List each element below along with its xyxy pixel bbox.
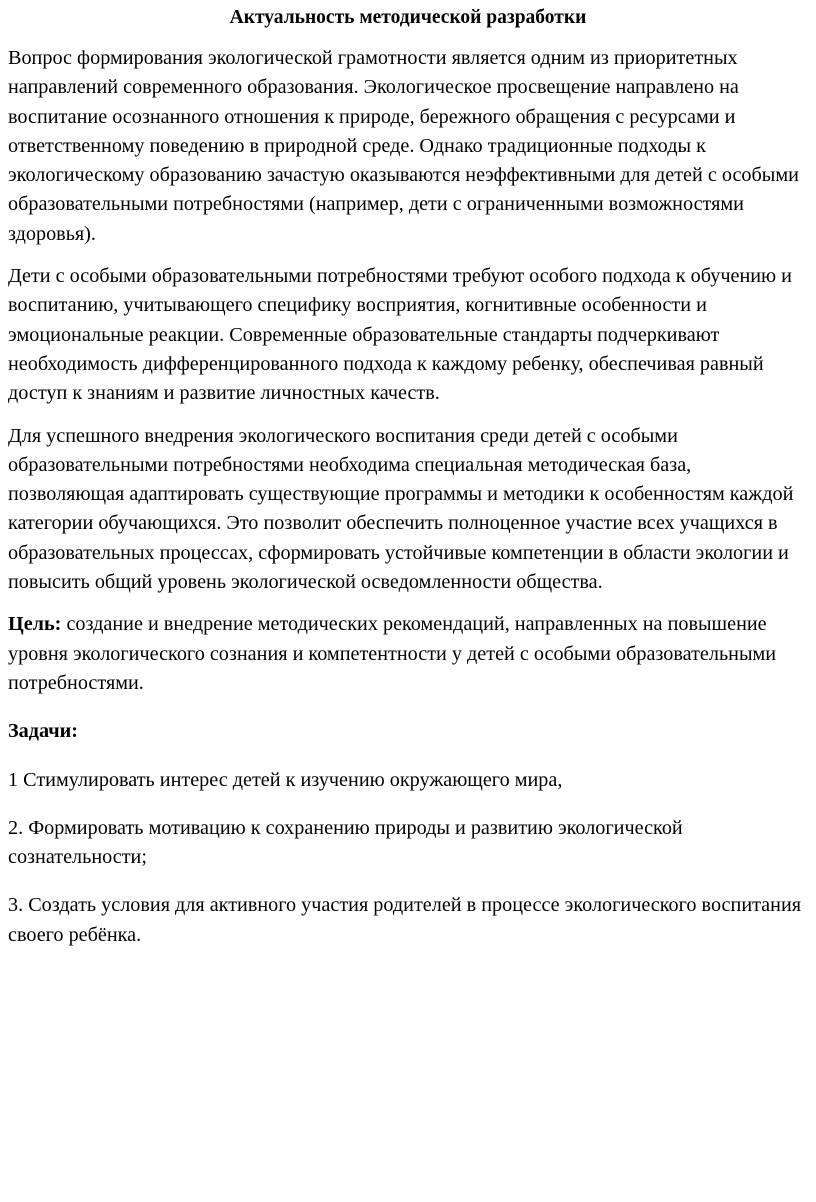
paragraph-methodical-base: Для успешного внедрения экологического воспитания среди детей с особыми образовательными потребностями необходима специальная методическая база, позволяющая адаптировать существующие программы и методики к особенностям каждой категории обучающихся. Это позволит обеспечить полноценное участие всех учащихся в образовательных процессах, сформировать устойчивые компетенции в области экологии и повысить общий уровень экологической осведомленности общества. <box>8 424 794 594</box>
goal-text: создание и внедрение методических рекомендаций, направленных на повышение уровня экологического сознания и компетентности у детей с особыми образовательными потребностями. <box>8 613 777 694</box>
goal-label: Цель: <box>8 613 62 636</box>
task-item-3: 3. Создать условия для активного участия родителей в процессе экологического воспитания своего ребёнка. <box>8 894 802 946</box>
paragraph-relevance-intro: Вопрос формирования экологической грамотности является одним из приоритетных направлений современного образования. Экологическое просвещение направлено на воспитание осознанного отношения к природе, бережного обращения с ресурсами и ответственному поведению в природной среде. Однако традиционные подходы к экологическому образованию зачастую оказываются неэффективными для детей с особыми образовательными потребностями (например, дети с ограниченными возможностями здоровья). <box>8 47 799 245</box>
task-item-1: 1 Стимулировать интерес детей к изучению окружающего мира, <box>8 768 563 791</box>
task-item-2: 2. Формировать мотивацию к сохранению природы и развитию экологической сознательности; <box>8 816 683 869</box>
document-title: Актуальность методической разработки <box>229 7 587 28</box>
goal-paragraph <box>8 610 808 698</box>
tasks-heading: Задачи: <box>8 720 78 743</box>
paragraph-special-needs: Дети с особыми образовательными потребностями требуют особого подхода к обучению и воспитанию, учитывающего специфику восприятия, когнитивные особенности и эмоциональные реакции. Современные образовательные стандарты подчеркивают необходимость дифференцированного подхода к каждому ребенку, обеспечивая равный доступ к знаниям и развитие личностных качеств. <box>8 265 792 405</box>
